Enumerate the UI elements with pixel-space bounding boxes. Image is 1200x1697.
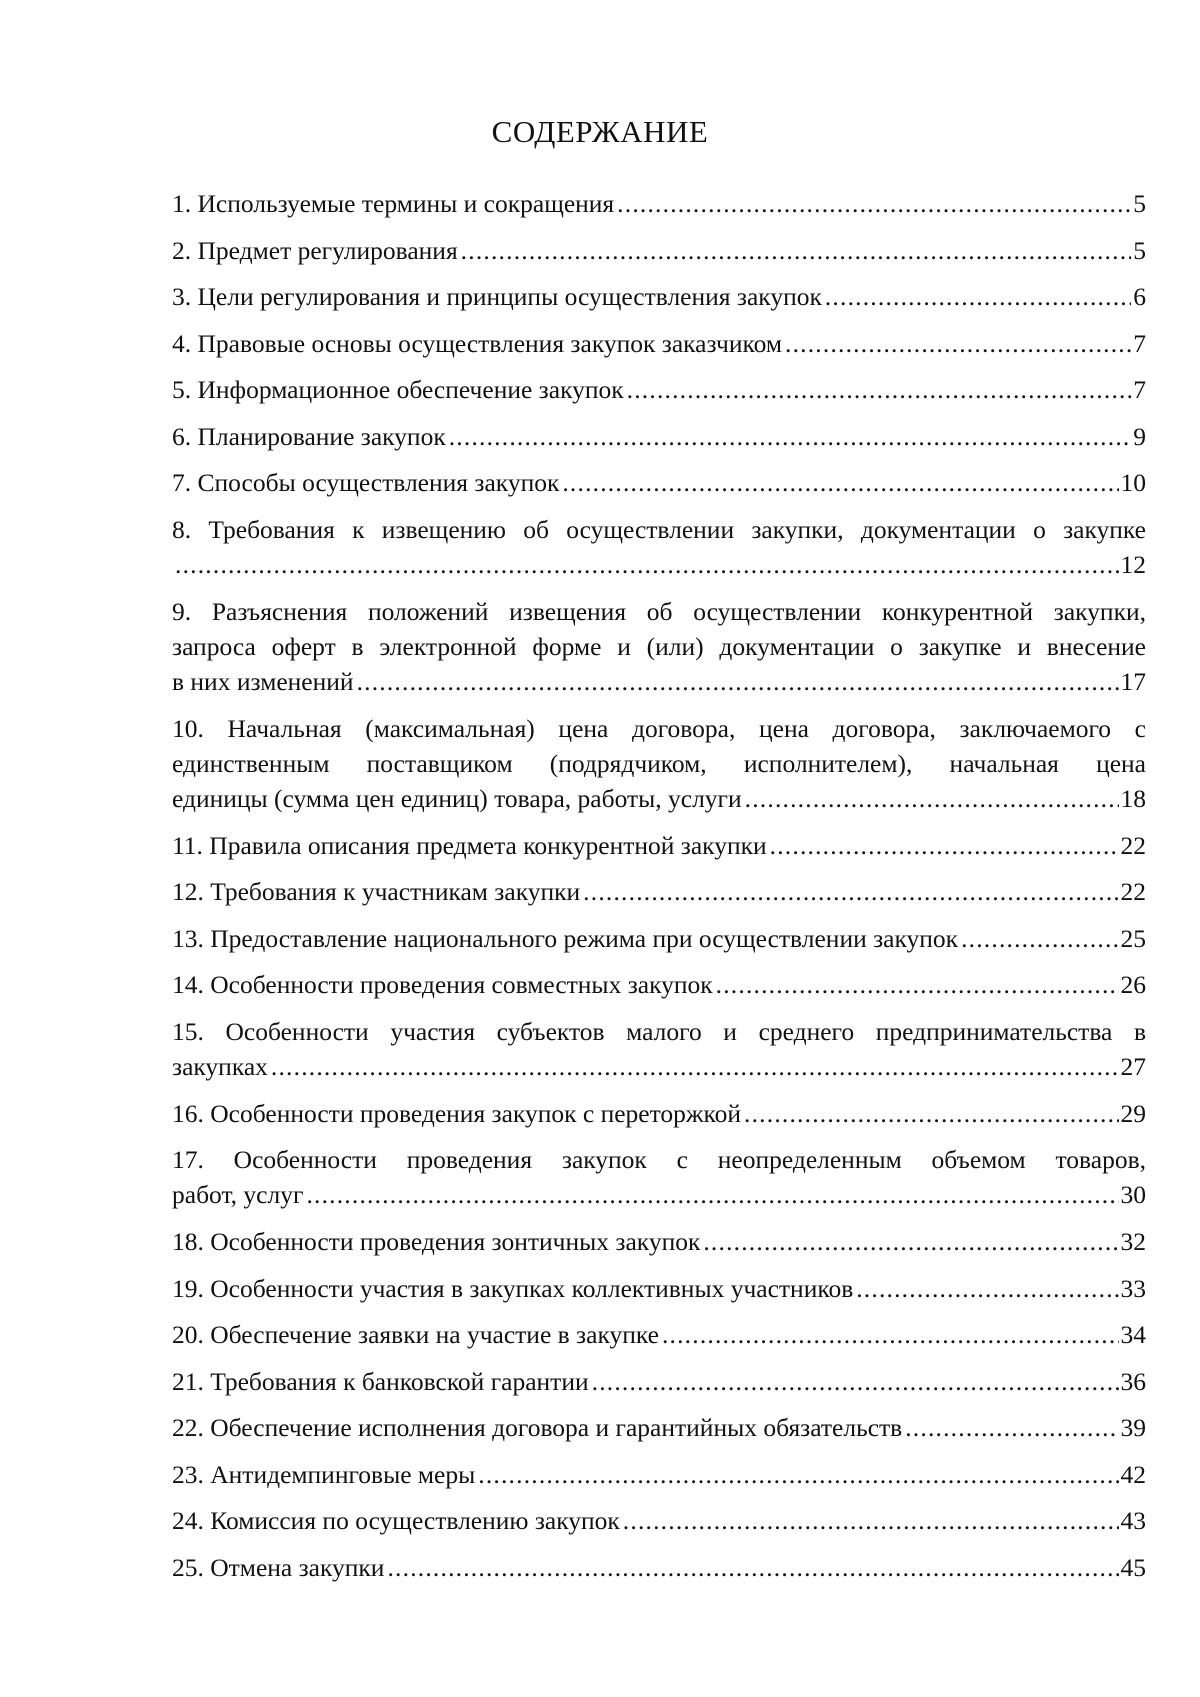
toc-entry-5	[172, 372, 1146, 407]
toc-entry-title: 13. Предоставление национального режима при осуществлении закупок	[172, 921, 961, 956]
toc-entry-title-last-line: единицы (сумма цен единиц) товара, работы, услуги	[172, 781, 745, 816]
dot-leader	[583, 874, 1118, 909]
table-of-contents	[172, 186, 1146, 1596]
toc-entry-title-line: 9. Разъяснения положений извещения об осуществлении конкурентной закупки,	[172, 596, 1146, 626]
toc-entry-title: 5. Информационное обеспечение закупок	[172, 372, 627, 407]
toc-entry-2	[172, 233, 1146, 268]
toc-entry-6	[172, 419, 1146, 454]
toc-page-number: 22	[1120, 830, 1146, 860]
toc-entry-title: 24. Комиссия по осуществлению закупок	[172, 1503, 623, 1538]
dot-leader	[357, 664, 1119, 699]
toc-page-number: 25	[1120, 923, 1146, 953]
dot-leader	[770, 828, 1119, 863]
toc-page-number: 18	[1120, 783, 1146, 813]
dot-leader	[478, 1457, 1118, 1492]
toc-entry-title: 7. Способы осуществления закупок	[172, 465, 562, 500]
toc-entry-title-line: 17. Особенности проведения закупок с неопределенным объемом товаров,	[172, 1145, 1146, 1174]
toc-entry-15	[172, 1014, 1146, 1084]
toc-page-number: 22	[1120, 877, 1146, 906]
toc-page-number: 34	[1120, 1320, 1146, 1349]
toc-page-number: 36	[1120, 1366, 1146, 1396]
toc-entry-title: 21. Требования к банковской гарантии	[172, 1364, 592, 1399]
toc-entry-10	[172, 711, 1146, 816]
dot-leader	[592, 1364, 1119, 1399]
dot-leader	[825, 279, 1131, 314]
dot-leader	[662, 1317, 1119, 1352]
dot-leader	[716, 967, 1119, 1002]
toc-page-number: 29	[1120, 1098, 1146, 1128]
dot-leader	[461, 233, 1132, 268]
toc-entry-20	[172, 1317, 1146, 1352]
dot-leader	[627, 372, 1132, 407]
toc-page-number: 33	[1120, 1273, 1146, 1303]
toc-entry-title: 22. Обеспечение исполнения договора и гарантийных обязательств	[172, 1410, 905, 1445]
toc-entry-title-line: 8. Требования к извещению об осуществлении закупки, документации о закупке	[172, 514, 1146, 544]
toc-entry-7	[172, 465, 1146, 500]
toc-page-number: 9	[1133, 421, 1146, 451]
toc-page-number: 6	[1133, 282, 1146, 311]
toc-page-number: 17	[1120, 666, 1146, 696]
toc-entry-25	[172, 1550, 1146, 1585]
toc-entry-22	[172, 1410, 1146, 1445]
toc-entry-title: 6. Планирование закупок	[172, 419, 449, 454]
toc-page-number: 43	[1120, 1506, 1146, 1535]
toc-entry-title: 18. Особенности проведения зонтичных закупок	[172, 1224, 703, 1259]
dot-leader	[623, 1503, 1119, 1538]
toc-entry-title: 25. Отмена закупки	[172, 1550, 387, 1585]
toc-entry-title: 20. Обеспечение заявки на участие в закупке	[172, 1317, 662, 1352]
toc-entry-title: 12. Требования к участникам закупки	[172, 874, 583, 909]
dot-leader	[449, 419, 1132, 454]
dot-leader	[703, 1224, 1118, 1259]
toc-page-number: 30	[1120, 1180, 1146, 1209]
toc-entry-title: 4. Правовые основы осуществления закупок заказчиком	[172, 326, 785, 361]
toc-entry-12	[172, 874, 1146, 909]
dot-leader	[856, 1271, 1118, 1306]
toc-entry-title-last-line: работ, услуг	[172, 1177, 306, 1212]
toc-entry-title-last-line: в них изменений	[172, 664, 357, 699]
toc-page-number: 12	[1120, 549, 1146, 579]
toc-page-number: 7	[1133, 328, 1146, 358]
toc-entry-title: 23. Антидемпинговые меры	[172, 1457, 478, 1492]
dot-leader	[744, 1096, 1118, 1131]
toc-entry-title-last-line: закупках	[172, 1049, 271, 1084]
dot-leader	[905, 1410, 1118, 1445]
toc-page-number: 5	[1133, 235, 1146, 265]
dot-leader	[562, 465, 1118, 500]
toc-page-number: 45	[1120, 1552, 1146, 1582]
toc-entry-title-line: 10. Начальная (максимальная) цена договора, цена договора, заключаемого с	[172, 713, 1146, 743]
toc-entry-title: 19. Особенности участия в закупках коллективных участников	[172, 1271, 856, 1306]
toc-page-number: 7	[1133, 375, 1146, 404]
toc-page-number: 5	[1133, 189, 1146, 218]
toc-page-number: 26	[1120, 970, 1146, 999]
toc-entry-16	[172, 1096, 1146, 1131]
toc-entry-title-line: 15. Особенности участия субъектов малого и среднего предпринимательства в	[172, 1016, 1146, 1046]
toc-entry-title: 2. Предмет регулирования	[172, 233, 461, 268]
toc-entry-title: 1. Используемые термины и сокращения	[172, 186, 617, 221]
toc-entry-24	[172, 1503, 1146, 1538]
toc-entry-21	[172, 1364, 1146, 1399]
dot-leader	[387, 1550, 1118, 1585]
dot-leader	[306, 1177, 1118, 1212]
toc-page-number: 27	[1120, 1051, 1146, 1081]
toc-entry-3	[172, 279, 1146, 314]
toc-page-number: 32	[1120, 1227, 1146, 1256]
toc-entry-title-line: единственным поставщиком (подрядчиком, исполнителем), начальная цена	[172, 748, 1146, 778]
toc-entry-13	[172, 921, 1146, 956]
toc-entry-17	[172, 1142, 1146, 1212]
toc-entry-19	[172, 1271, 1146, 1306]
toc-entry-title: 16. Особенности проведения закупок с переторжкой	[172, 1096, 744, 1131]
dot-leader	[271, 1049, 1119, 1084]
toc-page-number: 42	[1120, 1459, 1146, 1489]
toc-entry-title-line: запроса оферт в электронной форме и (или) документации о закупке и внесение	[172, 631, 1146, 661]
toc-page-number: 39	[1120, 1413, 1146, 1442]
toc-entry-title: 11. Правила описания предмета конкурентной закупки	[172, 828, 770, 863]
toc-page-number: 10	[1120, 468, 1146, 497]
dot-leader	[617, 186, 1131, 221]
dot-leader	[785, 326, 1131, 361]
toc-entry-9	[172, 594, 1146, 699]
toc-entry-1	[172, 186, 1146, 221]
page-title: СОДЕРЖАНИЕ	[491, 114, 709, 149]
toc-entry-23	[172, 1457, 1146, 1492]
toc-entry-title: 3. Цели регулирования и принципы осуществления закупок	[172, 279, 825, 314]
toc-entry-14	[172, 967, 1146, 1002]
toc-entry-4	[172, 326, 1146, 361]
dot-leader	[961, 921, 1118, 956]
toc-entry-title: 14. Особенности проведения совместных закупок	[172, 967, 716, 1002]
toc-entry-11	[172, 828, 1146, 863]
toc-entry-8	[172, 512, 1146, 582]
dot-leader	[175, 547, 1119, 582]
toc-entry-18	[172, 1224, 1146, 1259]
dot-leader	[745, 781, 1119, 816]
